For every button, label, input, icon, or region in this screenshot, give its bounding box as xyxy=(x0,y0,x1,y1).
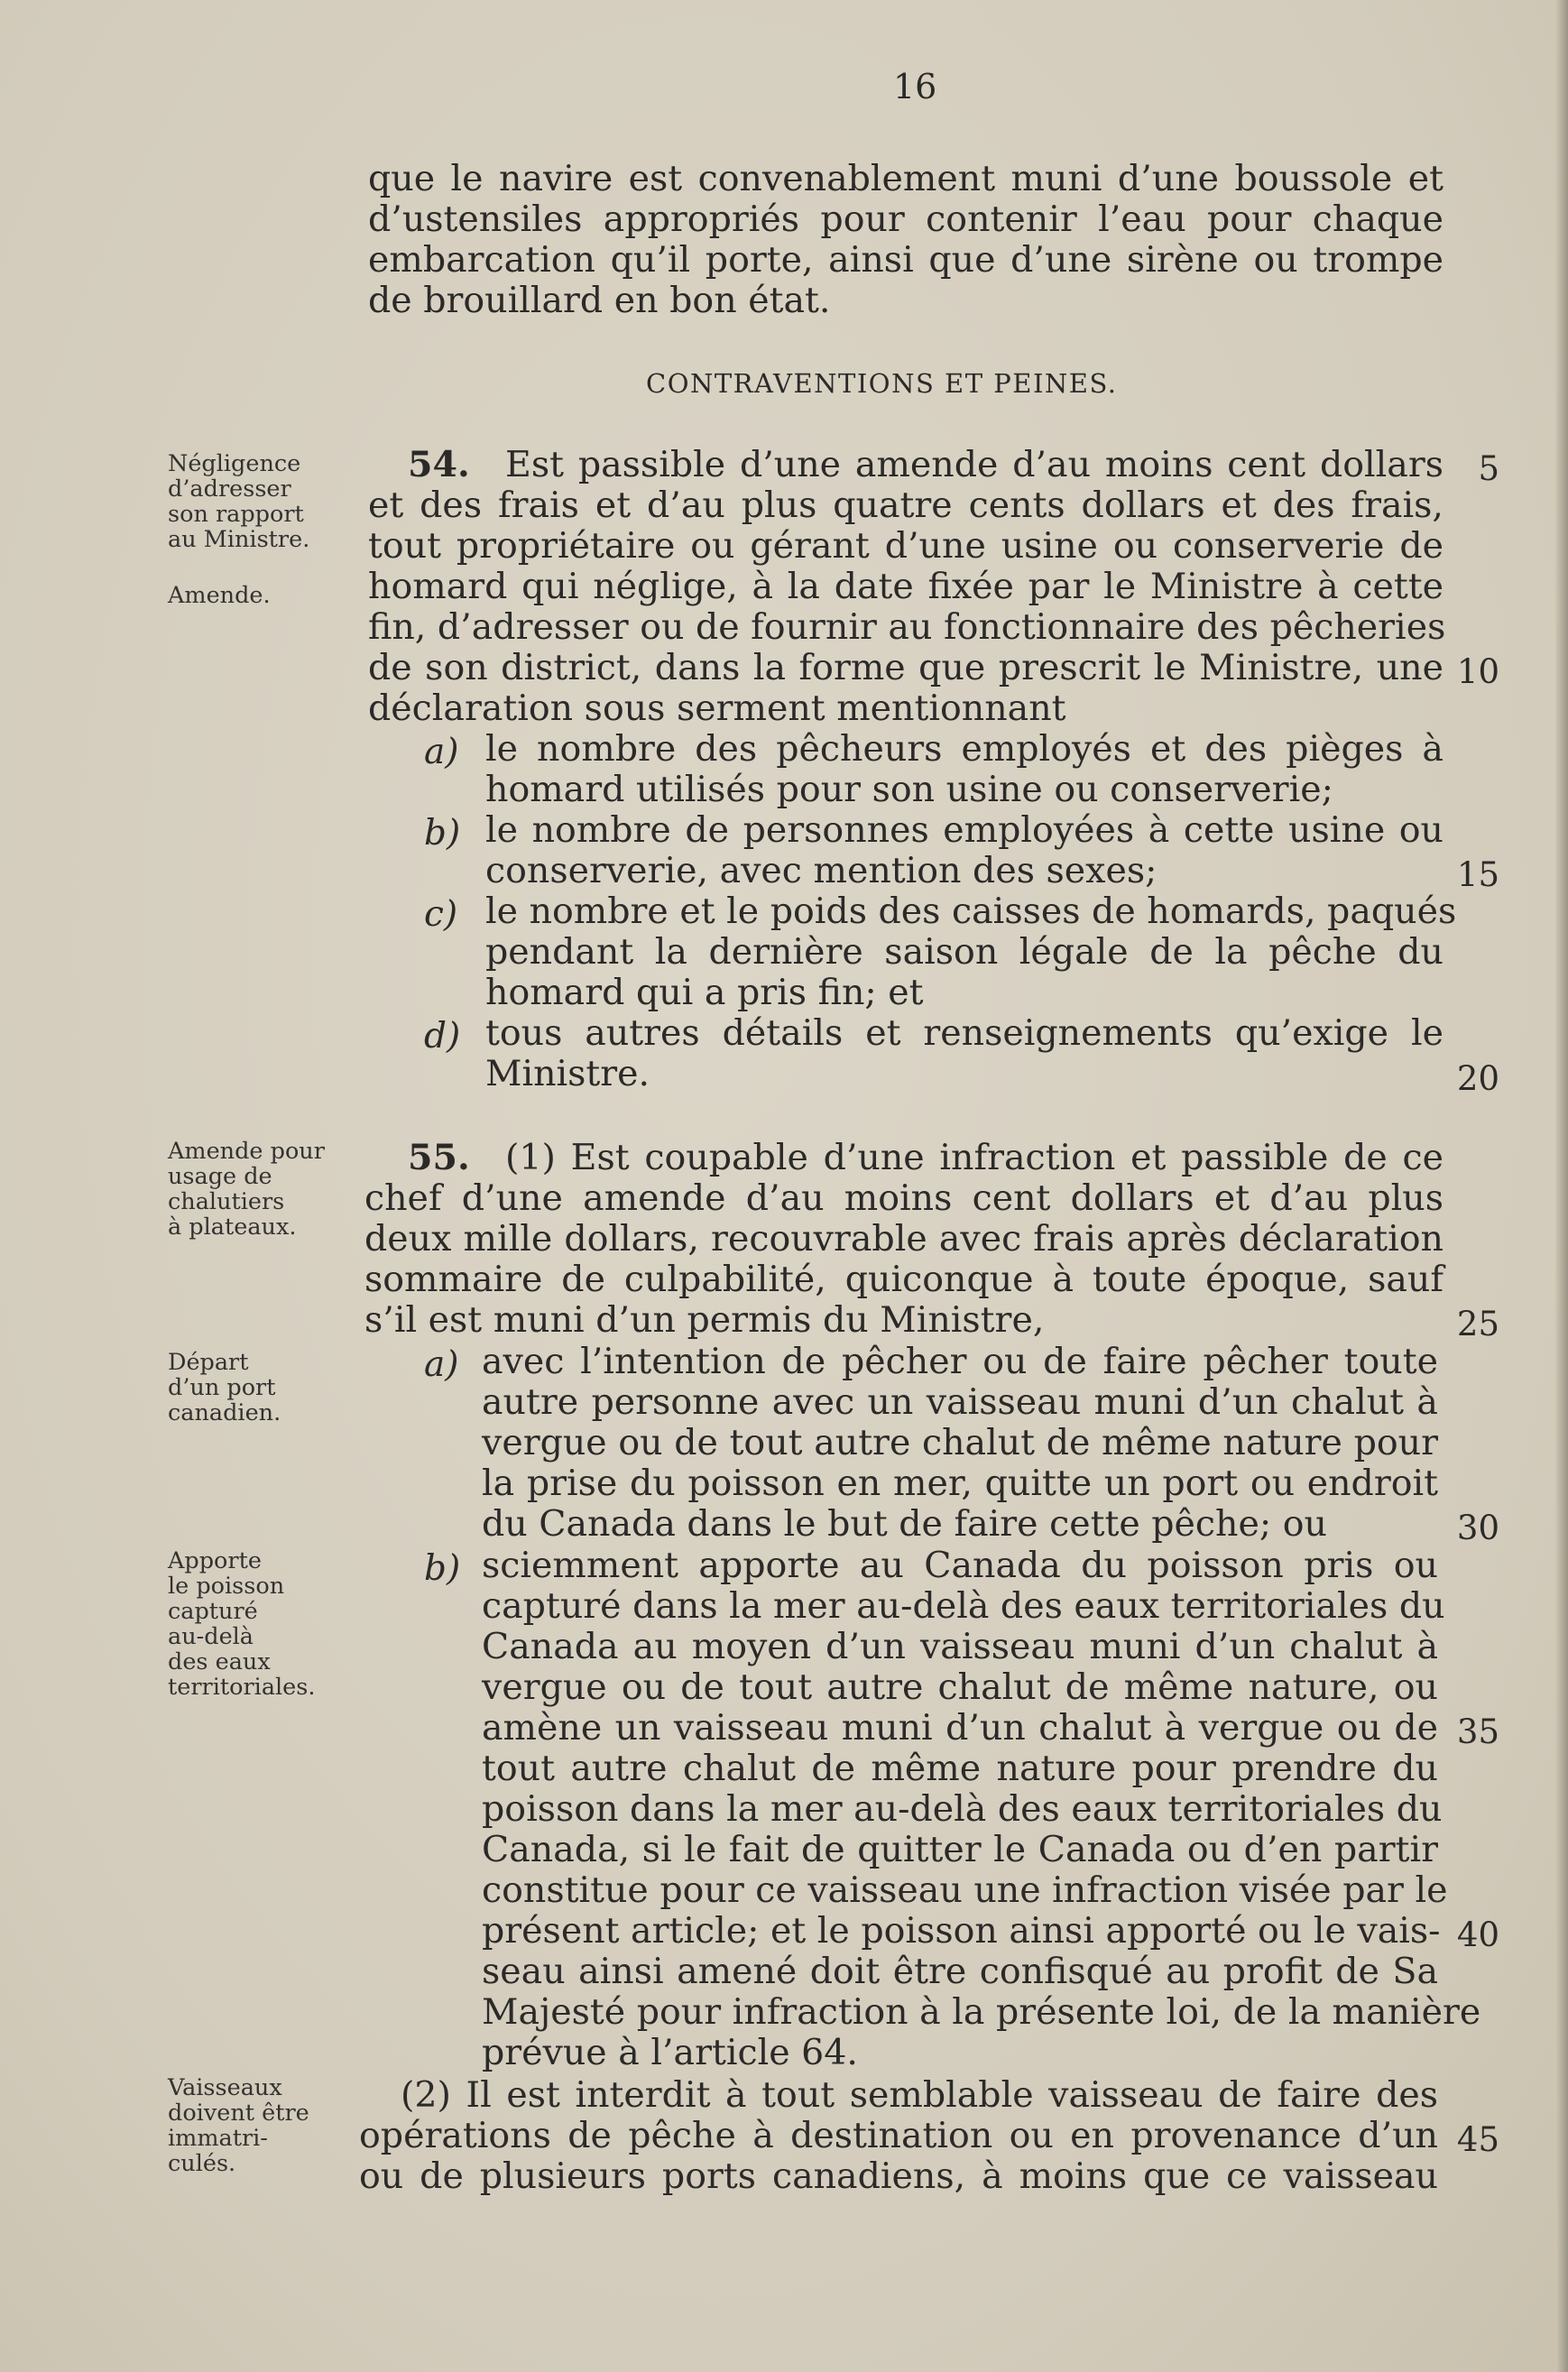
text-line: tout propriétaire ou gérant d’une usine ou conserverie de xyxy=(368,525,1443,567)
margin-note: Amende pour usage de chalutiers à plateaux. xyxy=(168,1138,325,1241)
text-line: d’ustensiles appropriés pour contenir l’eau pour chaque xyxy=(368,198,1443,240)
margin-note: Départ d’un port canadien. xyxy=(168,1349,281,1426)
text-line: amène un vaisseau muni d’un chalut à vergue ou de xyxy=(482,1707,1438,1749)
text-line: deux mille dollars, recouvrable avec frais après déclaration xyxy=(364,1218,1443,1260)
page-number: 16 xyxy=(893,67,937,106)
text-line: (1) Est coupable d’une infraction et passible de ce xyxy=(505,1137,1443,1178)
text-line: Canada, si le fait de quitter le Canada ou d’en partir xyxy=(482,1829,1438,1870)
text-line: et des frais et d’au plus quatre cents dollars et des frais, xyxy=(368,485,1443,526)
margin-note: Apporte le poisson capturé au-delà des eaux territoriales. xyxy=(168,1547,316,1701)
text-line: tous autres détails et renseignements qu’exige le xyxy=(485,1012,1443,1054)
text-line: vergue ou de tout autre chalut de même nature pour xyxy=(482,1422,1438,1463)
text-line: embarcation qu’il porte, ainsi que d’une sirène ou trompe xyxy=(368,239,1443,281)
text-line: Ministre. xyxy=(485,1053,650,1094)
text-line: de brouillard en bon état. xyxy=(368,280,831,321)
text-line: capturé dans la mer au-delà des eaux territoriales du xyxy=(482,1585,1445,1627)
item-letter: b) xyxy=(424,813,461,854)
text-line: Majesté pour infraction à la présente loi, de la manière xyxy=(482,1991,1481,2033)
text-line: que le navire est convenablement muni d’une boussole et xyxy=(368,158,1443,199)
line-number: 35 xyxy=(1456,1712,1499,1751)
line-number: 45 xyxy=(1456,2120,1499,2159)
line-number: 10 xyxy=(1456,652,1499,691)
article-number: 55. xyxy=(408,1137,470,1178)
text-line: vergue ou de tout autre chalut de même nature, ou xyxy=(482,1666,1438,1708)
item-letter: b) xyxy=(424,1548,461,1589)
page-edge xyxy=(1555,0,1568,2372)
text-line: tout autre chalut de même nature pour prendre du xyxy=(482,1748,1438,1789)
line-number: 30 xyxy=(1456,1509,1499,1547)
text-line: opérations de pêche à destination ou en provenance d’un xyxy=(359,2115,1438,2156)
text-line: seau ainsi amené doit être confisqué au profit de Sa xyxy=(482,1951,1438,1992)
text-line: Est passible d’une amende d’au moins cent dollars xyxy=(505,444,1443,485)
text-line: s’il est muni d’un permis du Ministre, xyxy=(364,1299,1045,1341)
section-heading: CONTRAVENTIONS ET PEINES. xyxy=(646,368,1118,399)
article-number: 54. xyxy=(408,444,470,485)
line-number: 15 xyxy=(1456,855,1499,894)
line-number: 20 xyxy=(1456,1059,1499,1098)
text-line: conserverie, avec mention des sexes; xyxy=(485,850,1158,891)
text-line: le nombre de personnes employées à cette usine ou xyxy=(485,809,1443,851)
line-number: 5 xyxy=(1478,449,1499,488)
text-line: avec l’intention de pêcher ou de faire pêcher toute xyxy=(482,1341,1438,1382)
text-line: présent article; et le poisson ainsi apporté ou le vais- xyxy=(482,1910,1441,1952)
item-letter: d) xyxy=(424,1016,461,1057)
text-line: autre personne avec un vaisseau muni d’un chalut à xyxy=(482,1381,1438,1423)
margin-note: Vaisseaux doivent être immatri- culés. xyxy=(168,2074,309,2177)
text-line: homard qui a pris fin; et xyxy=(485,972,924,1013)
item-letter: a) xyxy=(424,1344,459,1385)
text-line: chef d’une amende d’au moins cent dollars et d’au plus xyxy=(364,1177,1443,1219)
text-line: le nombre et le poids des caisses de homards, paqués xyxy=(485,891,1457,932)
margin-note: Amende. xyxy=(168,582,271,609)
text-line: du Canada dans le but de faire cette pêche; ou xyxy=(482,1503,1327,1545)
text-line: sommaire de culpabilité, quiconque à toute époque, sauf xyxy=(364,1259,1443,1300)
text-line: de son district, dans la forme que prescrit le Ministre, une xyxy=(368,647,1443,688)
text-line: prévue à l’article 64. xyxy=(482,2032,858,2073)
line-number: 25 xyxy=(1456,1305,1499,1343)
text-line: poisson dans la mer au-delà des eaux territoriales du xyxy=(482,1788,1443,1830)
text-line: ou de plusieurs ports canadiens, à moins que ce vaisseau xyxy=(359,2155,1438,2197)
text-line: le nombre des pêcheurs employés et des pièges à xyxy=(485,728,1443,770)
text-line: homard utilisés pour son usine ou conserverie; xyxy=(485,769,1333,810)
text-line: pendant la dernière saison légale de la pêche du xyxy=(485,931,1443,973)
text-line: constitue pour ce vaisseau une infraction visée par le xyxy=(482,1869,1448,1911)
text-line: sciemment apporte au Canada du poisson pris ou xyxy=(482,1545,1438,1586)
text-line: la prise du poisson en mer, quitte un port ou endroit xyxy=(482,1463,1438,1504)
margin-note: Négligence d’adresser son rapport au Ministre. xyxy=(168,450,310,553)
text-line: Canada au moyen d’un vaisseau muni d’un chalut à xyxy=(482,1626,1438,1667)
line-number: 40 xyxy=(1456,1915,1499,1954)
item-letter: c) xyxy=(424,894,458,935)
item-letter: a) xyxy=(424,732,459,772)
text-line: (2) Il est interdit à tout semblable vaisseau de faire des xyxy=(401,2074,1438,2116)
text-line: fin, d’adresser ou de fournir au fonctionnaire des pêcheries xyxy=(368,606,1446,648)
text-line: déclaration sous serment mentionnant xyxy=(368,688,1066,729)
text-line: homard qui néglige, à la date fixée par le Ministre à cette xyxy=(368,566,1443,607)
